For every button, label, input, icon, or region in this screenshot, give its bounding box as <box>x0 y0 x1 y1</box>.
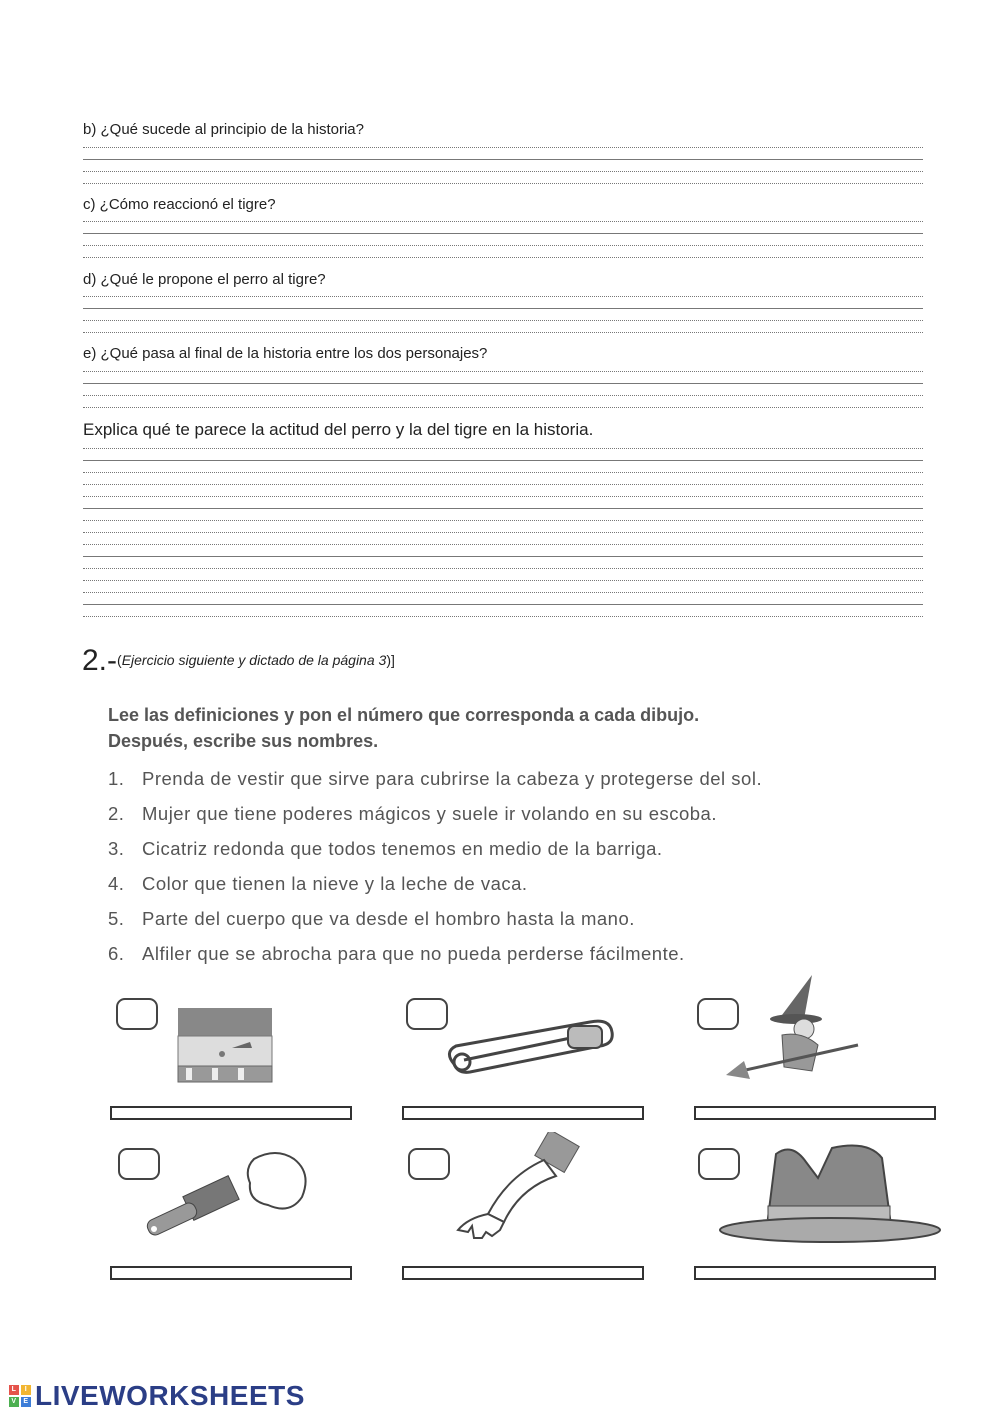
paint-brush-picture <box>136 1145 316 1250</box>
answer-field-4[interactable] <box>110 1266 352 1280</box>
exercise-number: 2.- <box>82 644 118 677</box>
question-d: d) ¿Qué le propone el perro al tigre? <box>83 271 326 288</box>
safety-pin-picture <box>440 1012 620 1084</box>
logo-blocks-icon <box>9 1385 31 1407</box>
definition-number: 1. <box>108 768 125 789</box>
exercise-note: Ejercicio siguiente y dictado de la página 3 <box>121 652 387 669</box>
definition-item <box>108 908 762 943</box>
definition-item <box>108 768 762 803</box>
definition-text: Cicatriz redonda que todos tenemos en medio de la barriga. <box>142 838 663 859</box>
question-c: c) ¿Cómo reaccionó el tigre? <box>83 196 276 213</box>
definition-text: Alfiler que se abrocha para que no pueda perderse fácilmente. <box>142 943 685 964</box>
paren-open: ( <box>117 652 122 669</box>
liveworksheets-logo <box>9 1380 305 1412</box>
logo-text: LIVEWORKSHEETS <box>35 1380 305 1411</box>
definition-text: Color que tienen la nieve y la leche de vaca. <box>142 873 528 894</box>
answer-field-2[interactable] <box>402 1106 644 1120</box>
belly-picture <box>172 1002 282 1088</box>
witch-picture <box>722 975 862 1095</box>
definition-item <box>108 838 762 873</box>
exercise-2-heading <box>82 644 395 678</box>
logo-block: V <box>9 1397 19 1407</box>
explica-prompt: Explica qué te parece la actitud del perro y la del tigre en la historia. <box>83 420 594 439</box>
instructions <box>108 702 699 754</box>
logo-block: E <box>21 1397 31 1407</box>
definition-number: 5. <box>108 908 125 929</box>
logo-block: L <box>9 1385 19 1395</box>
definition-item <box>108 873 762 908</box>
answer-field-5[interactable] <box>402 1266 644 1280</box>
answer-lines-d[interactable] <box>83 296 923 344</box>
question-b: b) ¿Qué sucede al principio de la historia? <box>83 121 364 138</box>
instruction-line-1: Lee las definiciones y pon el número que corresponda a cada dibujo. <box>108 705 700 725</box>
definition-text: Mujer que tiene poderes mágicos y suele ir volando en su escoba. <box>142 803 717 824</box>
answer-lines-b[interactable] <box>83 147 923 195</box>
answer-lines-c[interactable] <box>83 221 923 269</box>
answer-field-1[interactable] <box>110 1106 352 1120</box>
definition-number: 2. <box>108 803 125 824</box>
arm-picture <box>448 1132 584 1244</box>
answer-lines-explica[interactable] <box>83 448 923 628</box>
number-box-1[interactable] <box>116 998 158 1030</box>
definition-number: 6. <box>108 943 125 964</box>
logo-block: I <box>21 1385 31 1395</box>
answer-field-6[interactable] <box>694 1266 936 1280</box>
instruction-line-2: Después, escribe sus nombres. <box>108 731 379 751</box>
definition-item <box>108 943 762 978</box>
answer-lines-e[interactable] <box>83 371 923 419</box>
definitions-list <box>108 768 762 978</box>
definition-text: Parte del cuerpo que va desde el hombro hasta la mano. <box>142 908 635 929</box>
definition-number: 3. <box>108 838 125 859</box>
hat-picture <box>718 1138 948 1248</box>
question-e: e) ¿Qué pasa al final de la historia entre los dos personajes? <box>83 345 488 362</box>
definition-text: Prenda de vestir que sirve para cubrirse la cabeza y protegerse del sol. <box>142 768 763 789</box>
definition-item <box>108 803 762 838</box>
number-box-5[interactable] <box>408 1148 450 1180</box>
paren-close: )] <box>386 652 395 669</box>
answer-field-3[interactable] <box>694 1106 936 1120</box>
definition-number: 4. <box>108 873 125 894</box>
